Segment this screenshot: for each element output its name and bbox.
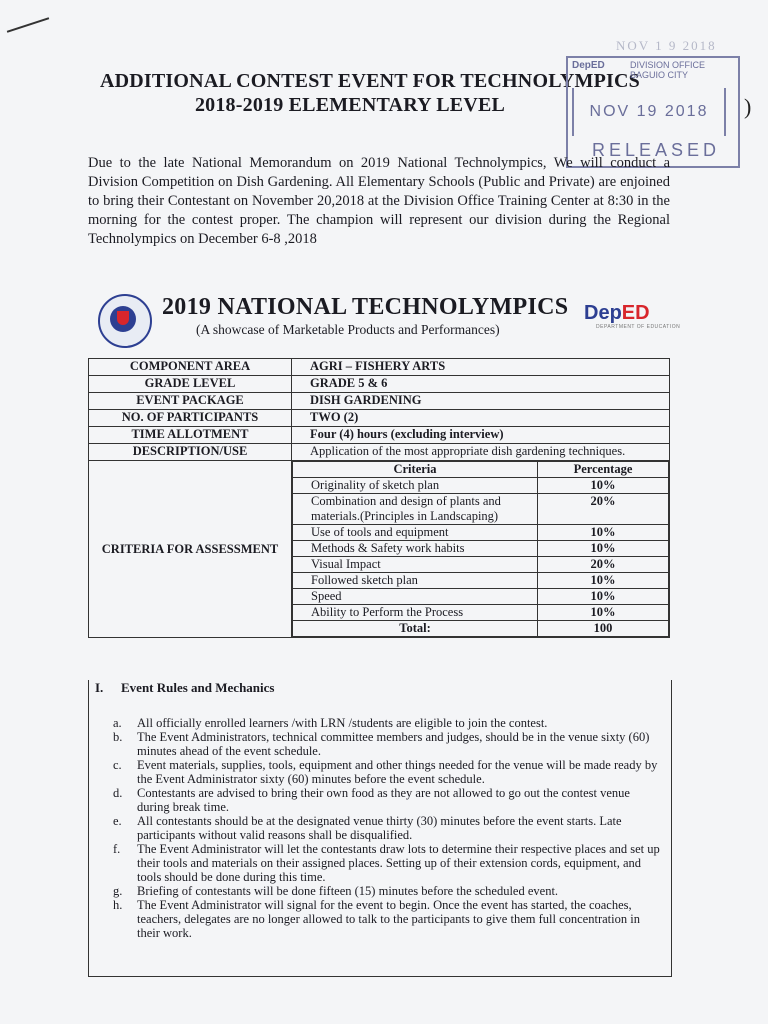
- event-info-table: [88, 358, 670, 638]
- criteria-item: Speed 10%: [293, 589, 669, 605]
- criteria-row: [89, 461, 670, 638]
- released-stamp: [566, 56, 740, 168]
- document-title: ADDITIONAL CONTEST EVENT FOR TECHNOLYMPICS: [99, 70, 640, 92]
- criteria-total: Total: 100: [293, 621, 669, 637]
- section-heading: I. Event Rules and Mechanics: [95, 680, 275, 695]
- table-row: DESCRIPTION/USE Application of the most appropriate dish gardening techniques.: [89, 444, 670, 461]
- criteria-item: Methods & Safety work habits 10%: [293, 541, 669, 557]
- stamp-agency: DepED: [572, 60, 605, 71]
- table-row: NO. OF PARTICIPANTS TWO (2): [89, 410, 670, 427]
- criteria-label: CRITERIA FOR ASSESSMENT: [89, 461, 292, 638]
- criteria-item: Originality of sketch plan 10%: [293, 478, 669, 494]
- criteria-item: Use of tools and equipment 10%: [293, 525, 669, 541]
- stamp-office: DIVISION OFFICE BAGUIO CITY: [630, 60, 706, 80]
- list-item: e. All contestants should be at the designated venue thirty (30) minutes before the event starts. Late participants without valid reasons shall be disqualified.: [113, 814, 622, 842]
- criteria-item: Combination and design of plants and materials.(Principles in Landscaping) 20%: [293, 494, 669, 525]
- list-item: h. The Event Administrator will signal for the event to begin. Once the event has started, the coaches, teachers, delegates are no longer allowed to talk to the participants to give them full concentration in their work.: [113, 898, 640, 940]
- list-item: g. Briefing of contestants will be done fifteen (15) minutes before the scheduled event.: [113, 884, 559, 898]
- list-item: a. All officially enrolled learners /with LRN /students are eligible to join the contest.: [113, 716, 548, 730]
- criteria-header: Criteria Percentage: [293, 462, 669, 478]
- event-subtitle: (A showcase of Marketable Products and Performances): [196, 322, 500, 337]
- table-row: COMPONENT AREA AGRI – FISHERY ARTS: [89, 359, 670, 376]
- rules-list: [111, 716, 663, 940]
- pen-mark: [7, 17, 49, 32]
- document-subtitle: 2018-2019 ELEMENTARY LEVEL: [194, 94, 506, 116]
- memo-paragraph: Due to the late National Memorandum on 2019 National Technolympics, We will conduct a Division Competition on Dish Gardening. All Elementary Schools (Public and Private) are enjoined to bring their Contestant on November 20,2018 at the Division Office Training Center at 8:30 in the morning for the contest proper. The champion will represent our division during the Regional Technolympics on December 6-8 ,2018: [88, 155, 670, 247]
- table-row: TIME ALLOTMENT Four (4) hours (excluding interview): [89, 427, 670, 444]
- stamp-status: RELEASED: [592, 140, 721, 160]
- deped-seal-icon: [98, 294, 152, 348]
- deped-logo: DepED DEPARTMENT OF EDUCATION: [584, 302, 681, 330]
- list-item: b. The Event Administrators, technical committee members and judges, should be in the venue sixty (60) minutes ahead of the event schedule.: [113, 730, 650, 758]
- stamp-date: NOV 19 2018: [572, 88, 726, 136]
- rules-section: [88, 680, 672, 977]
- criteria-item: Followed sketch plan 10%: [293, 573, 669, 589]
- handwritten-mark: ): [744, 94, 752, 119]
- table-row: GRADE LEVEL GRADE 5 & 6: [89, 376, 670, 393]
- list-item: c. Event materials, supplies, tools, equipment and other things needed for the venue will be made ready by the Event Administrator sixty (60) minutes before the event schedule.: [113, 758, 658, 786]
- criteria-item: Visual Impact 20%: [293, 557, 669, 573]
- list-item: f. The Event Administrator will let the contestants draw lots to determine their respective places and set up their tools and materials on their assigned places. Setting up of their extension cords, equipment, and tools should be done during this time.: [113, 842, 660, 884]
- faint-date-stamp: NOV 1 9 2018: [616, 38, 717, 53]
- criteria-item: Ability to Perform the Process 10%: [293, 605, 669, 621]
- table-row: EVENT PACKAGE DISH GARDENING: [89, 393, 670, 410]
- list-item: d. Contestants are advised to bring their own food as they are not allowed to go out the contest venue during break time.: [113, 786, 630, 814]
- event-title: 2019 NATIONAL TECHNOLYMPICS: [162, 294, 569, 320]
- criteria-table: [292, 461, 669, 637]
